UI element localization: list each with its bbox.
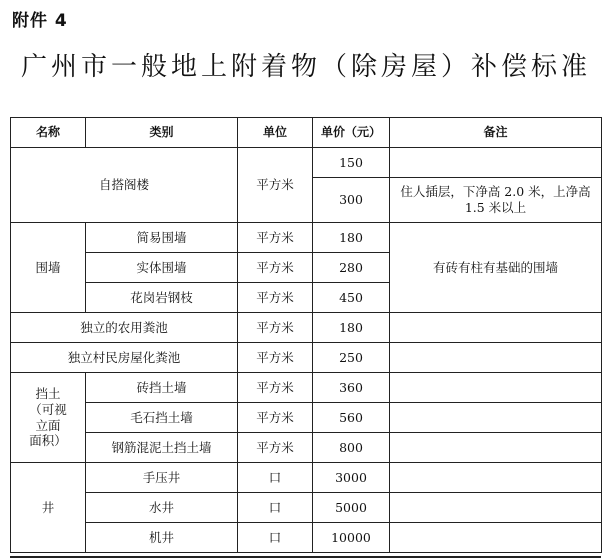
table-row	[11, 223, 602, 253]
septic-farm-name: 独立的农用粪池	[11, 313, 238, 343]
well-price: 3000	[313, 463, 390, 493]
retaining-category: 毛石挡土墙	[86, 403, 238, 433]
table-bottom-rule	[10, 556, 601, 558]
loft-price-2: 300	[313, 178, 390, 223]
loft-name: 自搭阁楼	[11, 148, 238, 223]
wall-price: 450	[313, 283, 390, 313]
header-price: 单价（元）	[313, 118, 390, 148]
well-category: 水井	[86, 493, 238, 523]
septic-home-name: 独立村民房屋化粪池	[11, 343, 238, 373]
retaining-unit: 平方米	[238, 433, 313, 463]
header-unit: 单位	[238, 118, 313, 148]
table-row	[11, 433, 602, 463]
wall-unit: 平方米	[238, 283, 313, 313]
table-row	[11, 343, 602, 373]
table-row	[11, 493, 602, 523]
retaining-price: 560	[313, 403, 390, 433]
wall-price: 280	[313, 253, 390, 283]
compensation-table	[10, 117, 602, 553]
septic-farm-unit: 平方米	[238, 313, 313, 343]
loft-note-2: 住人插层，下净高 2.0 米，上净高 1.5 米以上	[390, 178, 602, 223]
header-category: 类别	[86, 118, 238, 148]
well-name: 井	[11, 463, 86, 553]
retaining-note	[390, 433, 602, 463]
well-note	[390, 463, 602, 493]
septic-home-unit: 平方米	[238, 343, 313, 373]
well-unit: 口	[238, 493, 313, 523]
table-row	[11, 313, 602, 343]
table-row	[11, 373, 602, 403]
wall-price: 180	[313, 223, 390, 253]
loft-price-1: 150	[313, 148, 390, 178]
septic-home-note	[390, 343, 602, 373]
wall-unit: 平方米	[238, 223, 313, 253]
retaining-note	[390, 373, 602, 403]
retaining-note	[390, 403, 602, 433]
well-price: 5000	[313, 493, 390, 523]
attachment-label: 附件 4	[12, 11, 68, 31]
retaining-category: 钢筋混泥土挡土墙	[86, 433, 238, 463]
header-name: 名称	[11, 118, 86, 148]
loft-note-1	[390, 148, 602, 178]
well-category: 手压井	[86, 463, 238, 493]
well-note	[390, 493, 602, 523]
retaining-name-line: 立面	[35, 417, 61, 433]
wall-name: 围墙	[11, 223, 86, 313]
retaining-price: 360	[313, 373, 390, 403]
retaining-price: 800	[313, 433, 390, 463]
septic-farm-price: 180	[313, 313, 390, 343]
table-row	[11, 148, 602, 178]
loft-unit: 平方米	[238, 148, 313, 223]
retaining-category: 砖挡土墙	[86, 373, 238, 403]
well-unit: 口	[238, 523, 313, 553]
wall-category: 花岗岩钢枝	[86, 283, 238, 313]
header-note: 备注	[390, 118, 602, 148]
table-row	[11, 463, 602, 493]
well-unit: 口	[238, 463, 313, 493]
septic-farm-note	[390, 313, 602, 343]
retaining-name-line: 挡土	[35, 386, 61, 402]
table-row	[11, 523, 602, 553]
table-row	[11, 403, 602, 433]
well-price: 10000	[313, 523, 390, 553]
septic-home-price: 250	[313, 343, 390, 373]
retaining-name	[11, 373, 86, 463]
wall-unit: 平方米	[238, 253, 313, 283]
wall-category: 实体围墙	[86, 253, 238, 283]
table-header-row	[11, 118, 602, 148]
retaining-name-line: （可视	[29, 401, 67, 417]
retaining-unit: 平方米	[238, 373, 313, 403]
retaining-unit: 平方米	[238, 403, 313, 433]
document-title: 广州市一般地上附着物（除房屋）补偿标准	[20, 52, 591, 82]
well-note	[390, 523, 602, 553]
wall-note: 有砖有柱有基础的围墙	[390, 223, 602, 313]
wall-category: 简易围墙	[86, 223, 238, 253]
retaining-name-line: 面积）	[29, 433, 67, 449]
well-category: 机井	[86, 523, 238, 553]
